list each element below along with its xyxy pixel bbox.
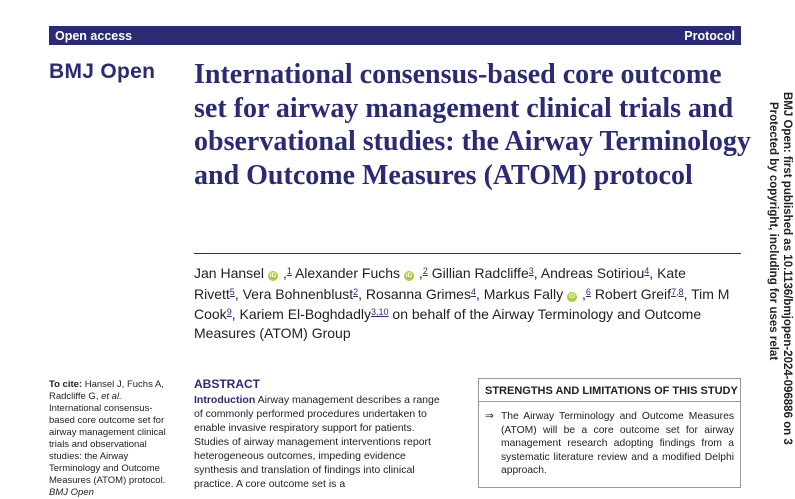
strengths-limitations-box: [478, 378, 741, 488]
author-list: Jan Hansel iD ,$^1$ Alexander Fuchs iD ,$^2$ Gillian Radcliffe$^3$, Andreas Sotiriou$^4$, Kate Rivett$^5$, Vera Bohnenblust$^2$, Rosanna Grimes$^4$, Markus Fally iD ,$^6$ Robert Greif$^{7,8}$, Tim M Cook$^9$, Kariem El-Boghdadly$^{3,10}$ on behalf of the Airway Terminology and Outcome Measures (ATOM) Group: [194, 265, 730, 341]
strengths-item-text: The Airway Terminology and Outcome Measures (ATOM) will be a core outcome set for airway management research adopting findings from a systematic literature review and a modified Delphi approach.: [501, 411, 734, 476]
strengths-heading: STRENGTHS AND LIMITATIONS OF THIS STUDY: [479, 385, 740, 402]
author-affiliation[interactable]: 7,8: [671, 286, 684, 297]
arrow-bullet-icon: ⇒: [485, 411, 494, 422]
author-group: on behalf of the Airway Terminology and Outcome Measures (ATOM) Group: [194, 306, 702, 341]
citation-text: Hansel J, Fuchs A, Radcliffe G,: [49, 379, 164, 402]
orcid-icon[interactable]: iD: [269, 272, 277, 279]
author-affiliation[interactable]: 3,10: [371, 307, 389, 317]
author-name[interactable]: Andreas Sotiriou: [540, 265, 645, 281]
abstract-heading: ABSTRACT: [194, 377, 260, 391]
citation-block: [49, 379, 173, 499]
author-affiliation[interactable]: 4: [644, 266, 650, 276]
article-type-label: Protocol: [684, 28, 735, 43]
author-name[interactable]: Jan Hansel: [194, 265, 265, 281]
author-affiliation[interactable]: 4: [470, 286, 476, 297]
author-name[interactable]: Tim M Cook: [194, 285, 730, 322]
author-affiliation[interactable]: 3: [528, 266, 534, 276]
author-name[interactable]: Kariem El-Boghdadly: [239, 306, 371, 322]
abstract-text: [194, 393, 449, 491]
author-name[interactable]: Kate Rivett: [194, 265, 686, 302]
citation-text-2: International consensus-based core outcome set for airway management clinical trials and observational studies: the Airway Terminology and Outcome Measures (ATOM) protocol.: [49, 403, 166, 486]
author-affiliation[interactable]: 5: [229, 286, 235, 297]
author-affiliation[interactable]: 1: [286, 266, 292, 276]
title-divider: [194, 253, 741, 254]
author-name[interactable]: Robert Greif: [594, 285, 672, 302]
author-affiliation[interactable]: 9: [226, 307, 232, 317]
author-affiliation[interactable]: 6: [585, 286, 591, 297]
open-access-label: Open access: [55, 28, 133, 43]
citation-journal: BMJ Open: [49, 487, 94, 498]
side-notice-line-2: Protected by copyright, including for uses relat: [767, 102, 779, 361]
side-notice: [759, 92, 795, 482]
citation-et-al: et al.: [101, 391, 122, 402]
author-name[interactable]: Alexander Fuchs: [294, 265, 401, 281]
journal-logo[interactable]: BMJ Open: [49, 60, 156, 83]
abstract-intro-text: Airway management describes a range of commonly performed procedures undertaken to enable invasive respiratory support for patients. Studies of airway management interventions report heterogeneous outcomes, impeding evidence synthesis and translation of findings into clinical practice. A core outcome set is a: [194, 394, 440, 490]
orcid-icon[interactable]: iD: [568, 292, 576, 300]
side-notice-line-1[interactable]: BMJ Open: first published as 10.1136/bmjopen-2024-096886 on 3: [781, 92, 793, 445]
author-name[interactable]: Gillian Radcliffe: [431, 265, 529, 281]
author-affiliation[interactable]: 2: [422, 266, 428, 276]
strengths-item: [485, 410, 734, 478]
article-title: International consensus-based core outcome set for airway management clinical trials and observational studies: the Airway Terminology and Outcome Measures (ATOM) protocol: [194, 59, 751, 191]
author-name[interactable]: Rosanna Grimes: [365, 285, 471, 302]
orcid-icon[interactable]: iD: [405, 272, 413, 279]
citation-label: To cite:: [49, 379, 83, 390]
author-name[interactable]: Vera Bohnenblust: [242, 285, 354, 302]
author-affiliation[interactable]: 2: [353, 286, 359, 297]
header-bar: [49, 26, 741, 45]
author-name[interactable]: Markus Fally: [483, 285, 564, 302]
abstract-intro-label: Introduction: [194, 394, 256, 406]
